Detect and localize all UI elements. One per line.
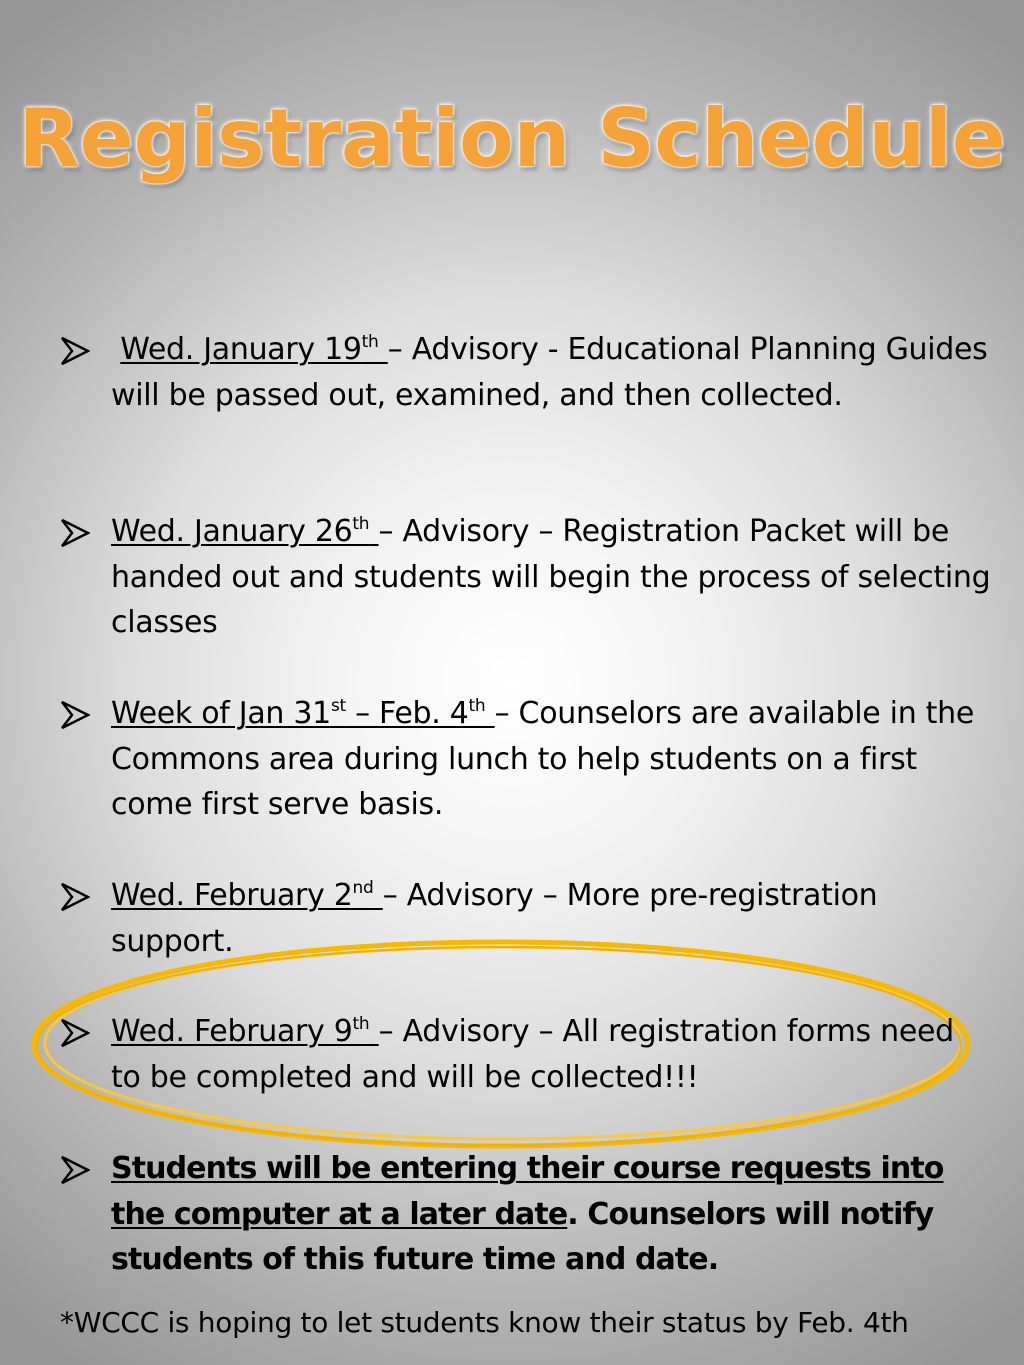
schedule-item-jan-19 [111, 327, 991, 418]
item-date: Wed. February 9th [111, 1014, 370, 1049]
arrow-bullet-icon [60, 518, 90, 548]
item-underlined-text: Students will be entering their course requests into the computer at a later date [111, 1151, 944, 1232]
item-text: – Advisory – Registration Packet will be handed out and students will begin the process of selecting classes [111, 514, 991, 640]
page-title: Registration Schedule [18, 92, 1006, 185]
arrow-bullet-icon [60, 700, 90, 730]
item-text: – Advisory – All registration forms need to be completed and will be collected!!! [111, 1014, 954, 1095]
schedule-item-jan-31-feb-4 [111, 691, 991, 828]
arrow-bullet-icon [60, 336, 90, 366]
item-date: Wed. January 26th [111, 514, 370, 549]
item-date: Wed. February 2nd [111, 878, 374, 913]
arrow-bullet-icon [60, 1018, 90, 1048]
item-date: Wed. January 19th [120, 332, 379, 367]
schedule-item-jan-26 [111, 509, 991, 646]
item-text: – Advisory - Educational Planning Guides will be passed out, examined, and then collected. [111, 332, 988, 413]
item-text: – Advisory – More pre-registration support. [111, 878, 878, 959]
arrow-bullet-icon [60, 882, 90, 912]
schedule-item-feb-9 [111, 1009, 991, 1100]
item-date: Week of Jan 31st – Feb. 4th [111, 696, 486, 731]
footnote: *WCCC is hoping to let students know their status by Feb. 4th [60, 1306, 909, 1339]
item-text: – Counselors are available in the Commons area during lunch to help students on a first come first serve basis. [111, 696, 974, 822]
item-text: . Counselors will notify students of this future time and date. [111, 1196, 934, 1277]
arrow-bullet-icon [60, 1155, 90, 1185]
schedule-item-course-requests [111, 1146, 991, 1283]
